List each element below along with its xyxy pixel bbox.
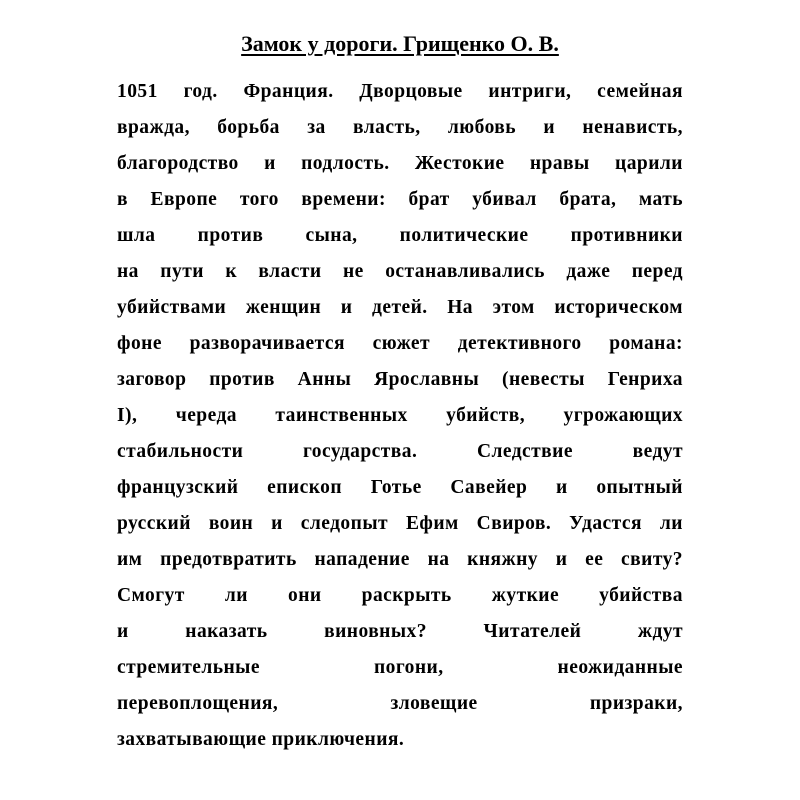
text-line: благородство и подлость. Жестокие нравы царили	[117, 153, 683, 174]
document-body	[117, 74, 683, 758]
text-line: заговор против Анны Ярославны (невесты Генриха	[117, 369, 683, 390]
text-line: стабильности государства. Следствие ведут	[117, 441, 683, 462]
text-line: русский воин и следопыт Ефим Свиров. Удастся ли	[117, 513, 683, 534]
text-line: в Европе того времени: брат убивал брата, мать	[117, 189, 683, 210]
text-line: убийствами женщин и детей. На этом историческом	[117, 297, 683, 318]
text-line: перевоплощения, зловещие призраки,	[117, 693, 683, 714]
text-line: шла против сына, политические противники	[117, 225, 683, 246]
text-line: захватывающие приключения.	[117, 729, 405, 750]
text-line: 1051 год. Франция. Дворцовые интриги, семейная	[117, 81, 683, 102]
text-line: I), череда таинственных убийств, угрожающих	[117, 405, 683, 426]
text-line: и наказать виновных? Читателей ждут	[117, 621, 683, 642]
text-line: на пути к власти не останавливались даже перед	[117, 261, 683, 282]
text-line: фоне разворачивается сюжет детективного романа:	[117, 333, 683, 354]
text-line: вражда, борьба за власть, любовь и ненависть,	[117, 117, 683, 138]
document-title	[0, 30, 800, 58]
document-title-text: Замок у дороги. Грищенко О. В.	[241, 31, 559, 56]
text-line: стремительные погони, неожиданные	[117, 657, 683, 678]
text-line: Смогут ли они раскрыть жуткие убийства	[117, 585, 683, 606]
text-line: им предотвратить нападение на княжну и ее свиту?	[117, 549, 683, 570]
text-line: французский епископ Готье Савейер и опытный	[117, 477, 683, 498]
